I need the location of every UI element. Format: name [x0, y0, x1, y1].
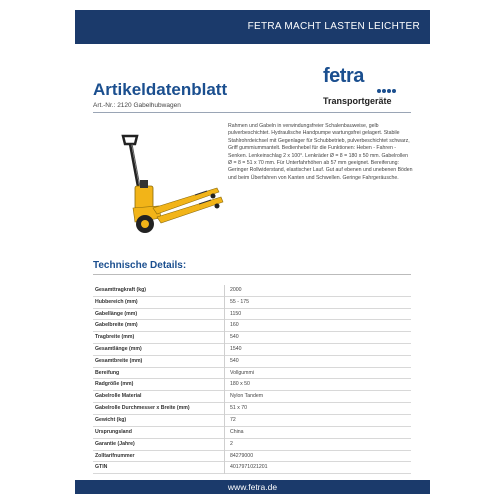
spec-label: Bereifung [95, 369, 120, 376]
origin-table [93, 427, 411, 474]
table-row [93, 309, 411, 321]
spec-value: 55 - 175 [230, 298, 250, 305]
table-row [93, 285, 411, 297]
header-band [75, 10, 430, 44]
origin-value: 84279000 [230, 452, 254, 459]
page-title: Artikeldatenblatt [93, 80, 228, 99]
table-row [93, 332, 411, 344]
table-row [93, 427, 411, 439]
table-row [93, 391, 411, 403]
origin-label: GTIN [95, 464, 108, 471]
spec-value: 1150 [230, 310, 242, 317]
spec-label: Gabellänge (mm) [95, 310, 138, 317]
table-row [93, 439, 411, 451]
article-number: Art.-Nr.: 2120 Gabelhubwagen [93, 102, 181, 109]
spec-value: 1540 [230, 345, 242, 352]
table-row [93, 356, 411, 368]
logo-wordmark: fetra [323, 65, 364, 87]
brand-tagline: Transportgeräte [323, 96, 392, 106]
spec-value: 72 [230, 416, 236, 423]
title-divider [93, 112, 411, 113]
spec-label: Radgröße (mm) [95, 381, 134, 388]
table-row [93, 297, 411, 309]
table-row [93, 344, 411, 356]
origin-value: China [230, 429, 244, 435]
brand-logo [323, 65, 413, 109]
spec-label: Gesamtlänge (mm) [95, 345, 142, 352]
table-row [93, 451, 411, 463]
origin-value: 4017971021201 [230, 464, 268, 471]
origin-value: 2 [230, 440, 233, 447]
table-row [93, 462, 411, 474]
spec-label: Gabelrolle Material [95, 393, 142, 400]
spec-value: Vollgummi [230, 369, 254, 376]
spec-label: Gesamtbreite (mm) [95, 357, 143, 364]
footer-band [75, 480, 430, 494]
datasheet-page [75, 10, 430, 494]
origin-label: Garantie (Jahre) [95, 440, 135, 447]
spec-label: Gesamttragkraft (kg) [95, 287, 147, 293]
spec-value: 540 [230, 357, 239, 364]
spec-label: Gewicht (kg) [95, 416, 127, 423]
specs-divider [93, 274, 411, 275]
origin-label: Ursprungsland [95, 429, 132, 435]
table-row [93, 415, 411, 427]
spec-value: 2000 [230, 287, 242, 293]
spec-label: Gabelbreite (mm) [95, 322, 138, 329]
table-row [93, 379, 411, 391]
table-row [93, 320, 411, 332]
spec-label: Gabelrolle Durchmesser x Breite (mm) [95, 404, 190, 411]
product-description: Rahmen und Gabeln in verwindungsfreier Schalenbauweise, gelb pulverbeschichtet. Hydraulische Handpumpe wartungsfrei gelagert. Stabile Stahlrohrdeichsel mit Gegenlager für Schubbetrieb, pulverbeschichtet schwarz, Griff gummiummantelt. Bedienhebel für die Funktionen: Heben - Fahren - Senken. Lenkeinschlag 2 x 100°. Lenkräder Ø = 8 = 180 x 50 mm. Gabelrollen Ø = 8 = 51 x 70 mm. Für Unterfahrhöhen ab 57 mm geeignet. Bereiferung: Geringer Rollwiderstand, elastischer Lauf. Gut auf ebenen und unebenen Böden und beim Überfahren von Kanten und Schwellen. Geringe Fahrgeräusche. [228, 123, 413, 181]
footer-url[interactable]: www.fetra.de [227, 482, 278, 492]
spec-label: Tragbreite (mm) [95, 334, 135, 341]
header-slogan: FETRA MACHT LASTEN LEICHTER [247, 21, 420, 32]
spec-value: Nylon Tandem [230, 393, 264, 400]
spec-value: 160 [230, 322, 239, 329]
pallet-truck-icon [95, 122, 225, 240]
table-row [93, 403, 411, 415]
origin-label: Zolltarifnummer [95, 452, 135, 459]
spec-label: Hubbereich (mm) [95, 298, 138, 305]
table-row [93, 368, 411, 380]
spec-value: 180 x 50 [230, 381, 250, 388]
specs-heading: Technische Details: [93, 260, 187, 271]
spec-table [93, 285, 411, 427]
spec-value: 51 x 70 [230, 404, 248, 411]
spec-value: 540 [230, 334, 239, 341]
